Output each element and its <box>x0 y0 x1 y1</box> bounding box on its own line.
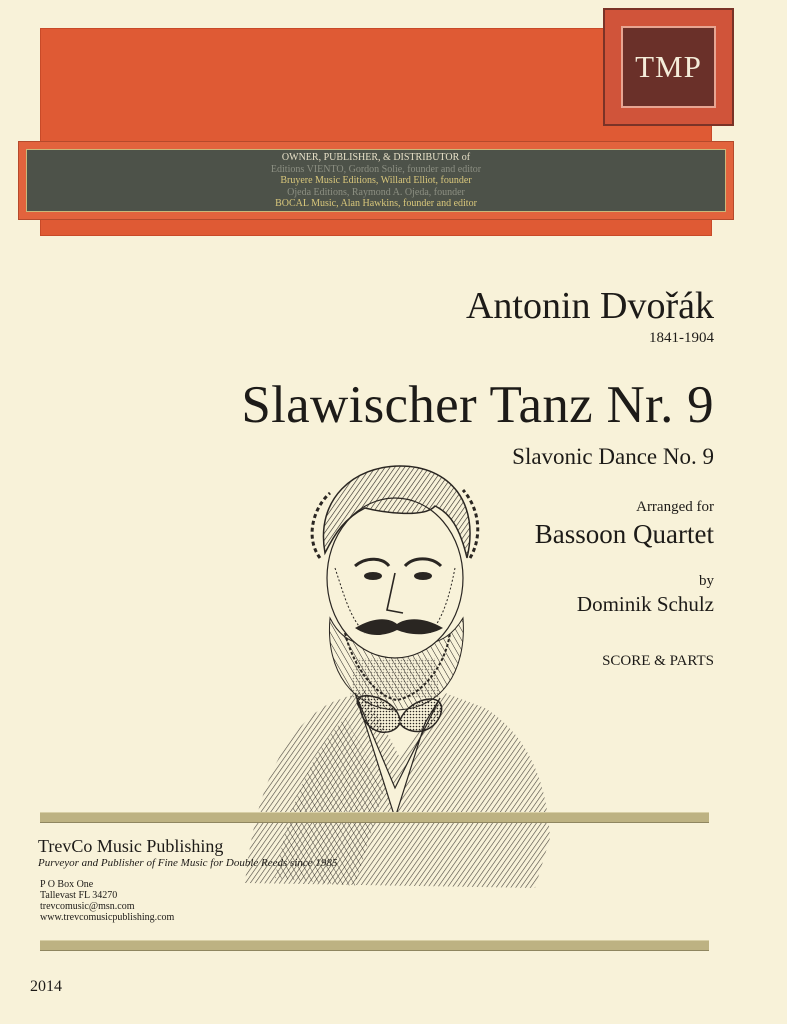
publisher-name: TrevCo Music Publishing <box>38 836 224 856</box>
website-link[interactable]: www.trevcomusicpublishing.com <box>40 912 175 923</box>
work-title: Slawischer Tanz Nr. 9 <box>241 376 714 434</box>
publication-year: 2014 <box>30 978 62 995</box>
composer-name: Antonin Dvořák <box>465 285 714 327</box>
email-link[interactable]: trevcomusic@msn.com <box>40 901 135 912</box>
tmp-logo <box>603 8 734 126</box>
edition-label: SCORE & PARTS <box>602 653 714 669</box>
address-line: Tallevast FL 34270 <box>40 890 118 901</box>
work-subtitle: Slavonic Dance No. 9 <box>512 444 714 469</box>
publisher-tagline: Purveyor and Publisher of Fine Music for Double Reeds since 1985 <box>38 857 338 869</box>
composer-portrait-engraving <box>235 458 555 890</box>
info-line-bocal: BOCAL Music, Alan Hawkins, founder and editor <box>275 198 477 209</box>
publisher-info-panel <box>26 149 726 212</box>
arranger-name: Dominik Schulz <box>576 592 714 616</box>
info-line-ojeda: Ojeda Editions, Raymond A. Ojeda, founder <box>287 186 465 198</box>
instrumentation: Bassoon Quartet <box>534 519 714 549</box>
info-line-owner: OWNER, PUBLISHER, & DISTRIBUTOR of <box>281 152 471 163</box>
arranged-for-label: Arranged for <box>636 499 714 515</box>
info-line-viento: Editions VIENTO, Gordon Solie, founder and editor <box>270 163 482 175</box>
tmp-logo-text: TMP <box>635 49 702 84</box>
info-line-bruyere: Bruyere Music Editions, Willard Elliot, founder <box>280 175 472 186</box>
publisher-info-box <box>18 141 734 220</box>
divider-rule-bottom <box>40 940 709 951</box>
divider-rule-top <box>40 812 709 823</box>
tmp-logo-inner <box>621 26 716 108</box>
address-line: P O Box One <box>40 879 94 890</box>
by-label: by <box>699 573 714 589</box>
composer-dates: 1841-1904 <box>649 330 714 346</box>
